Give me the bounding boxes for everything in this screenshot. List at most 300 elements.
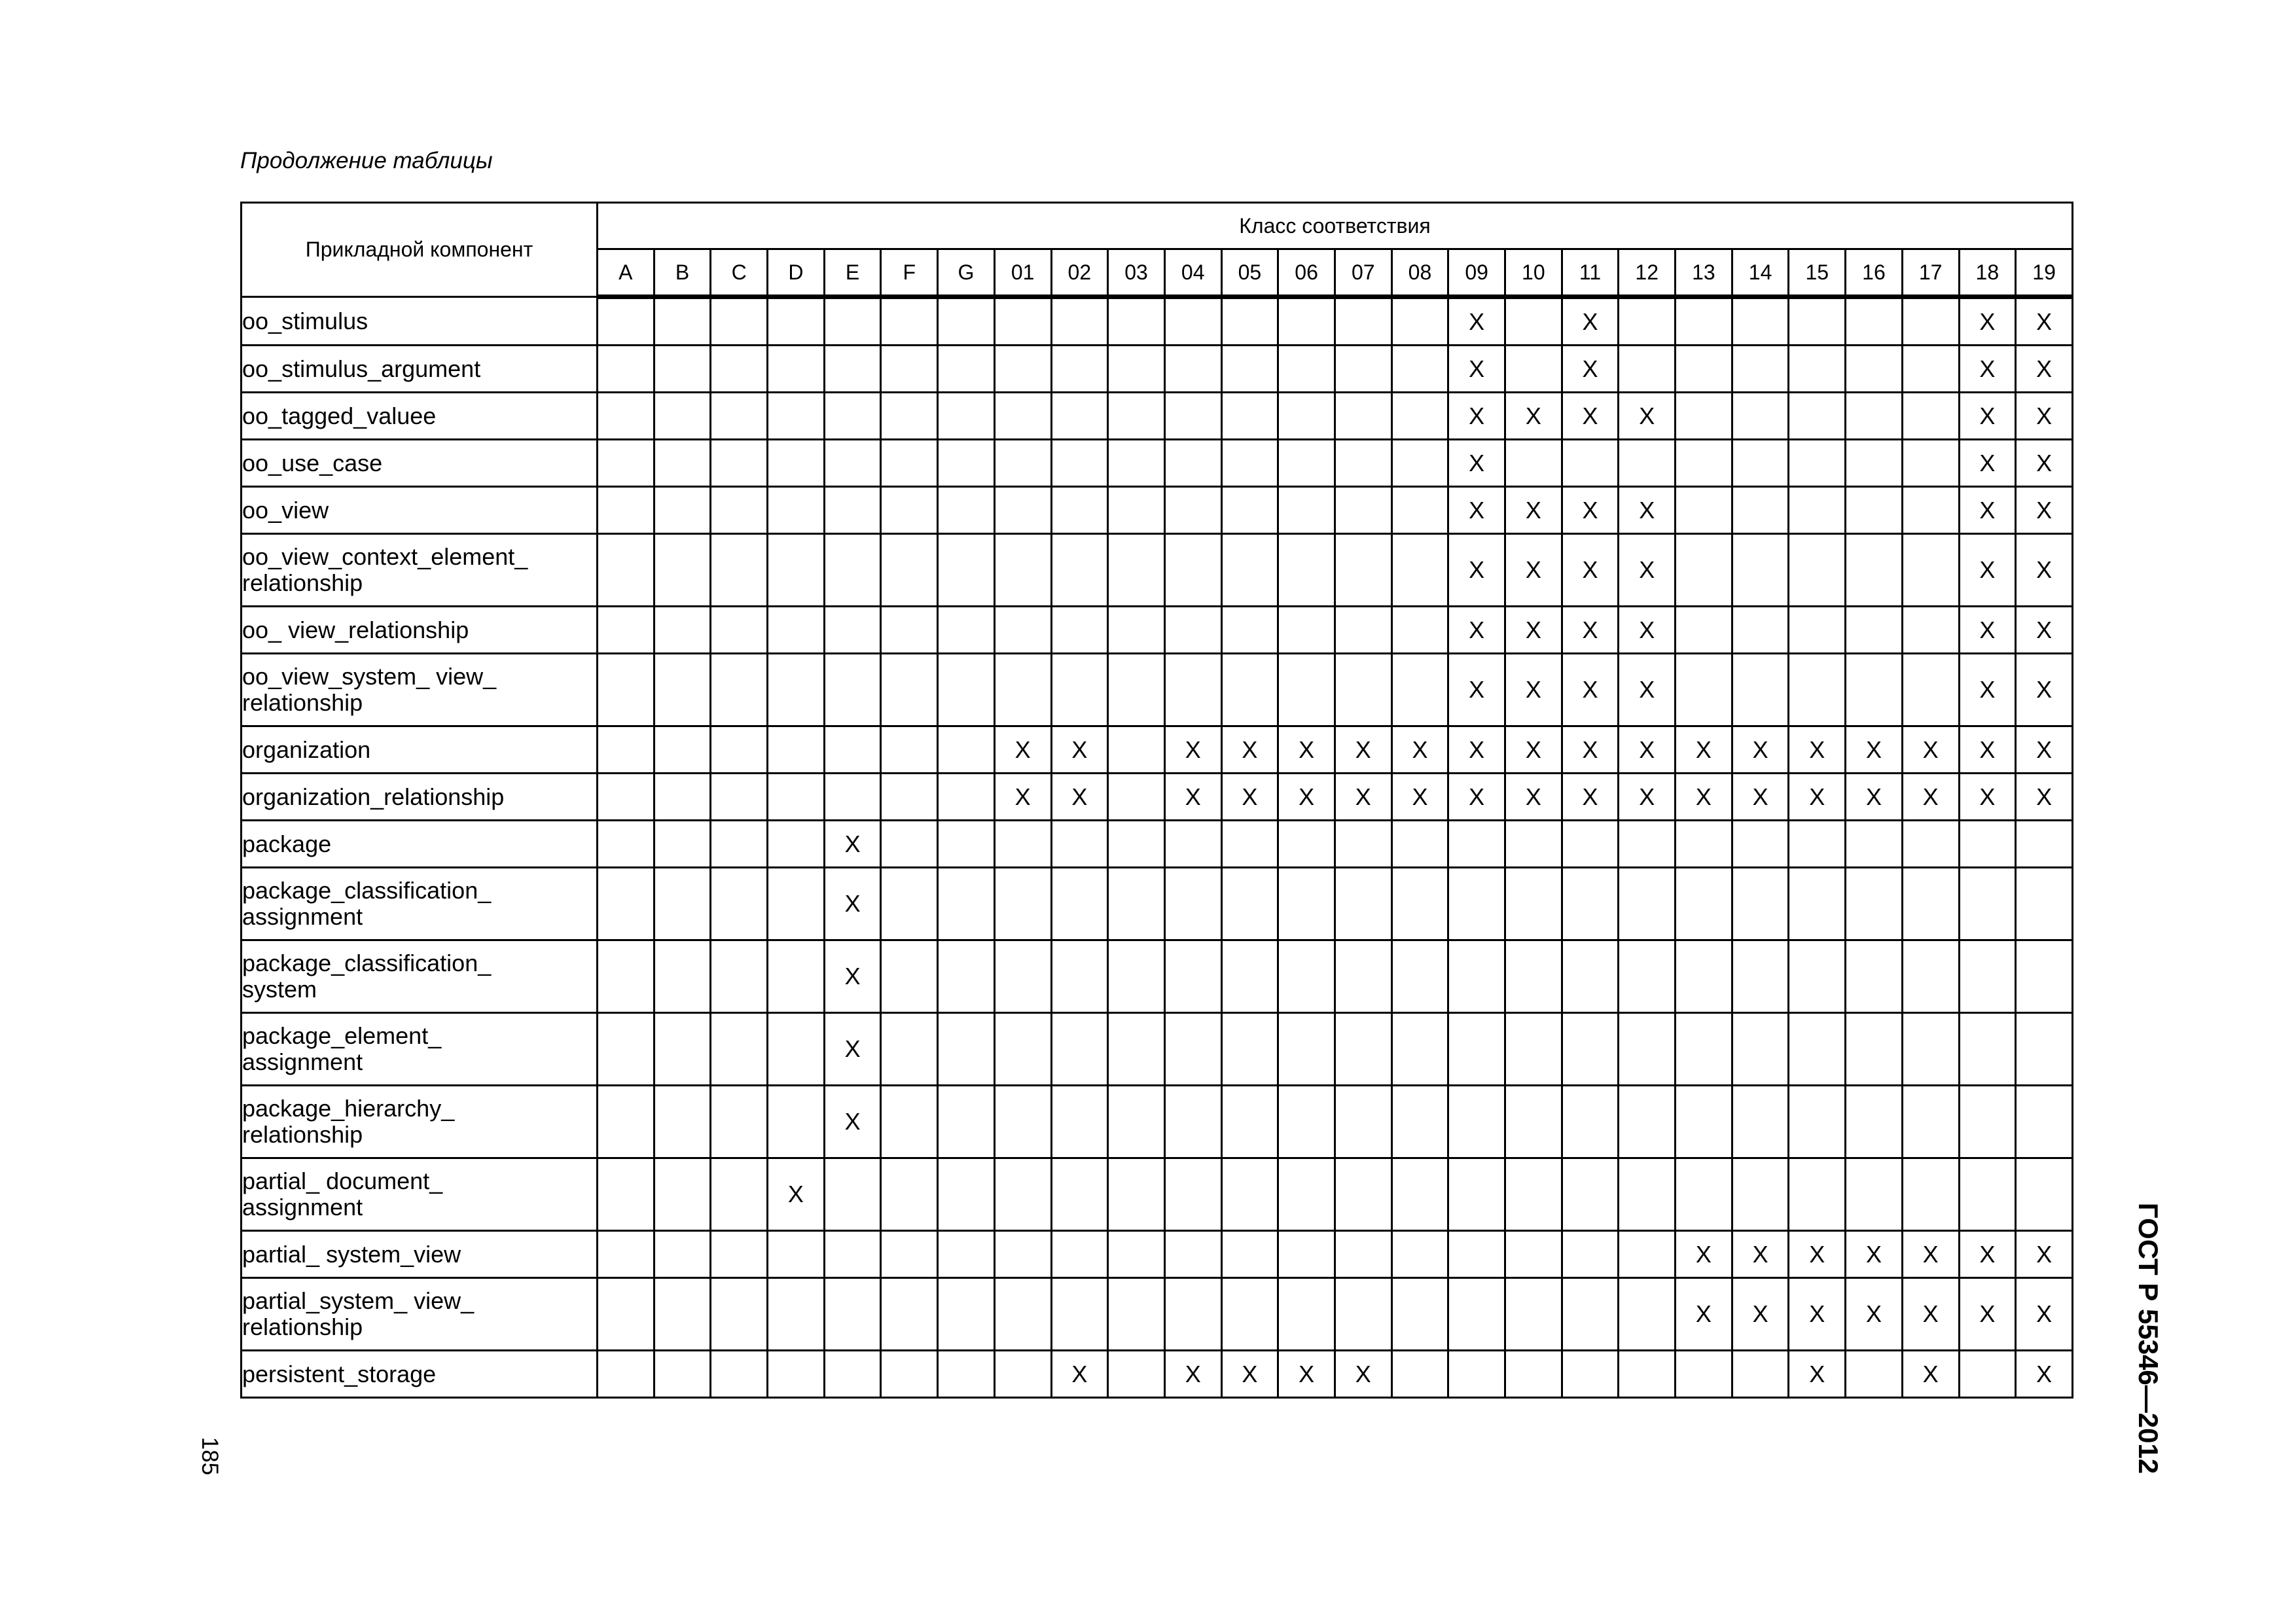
- empty-cell: [1051, 821, 1108, 868]
- empty-cell: [1335, 821, 1391, 868]
- conformance-mark: X: [1959, 726, 2016, 774]
- empty-cell: [1335, 607, 1391, 654]
- empty-cell: [768, 1086, 825, 1158]
- empty-cell: [994, 607, 1051, 654]
- column-header: 15: [1789, 249, 1846, 297]
- empty-cell: [1108, 607, 1165, 654]
- empty-cell: [1278, 1086, 1335, 1158]
- empty-cell: [938, 821, 995, 868]
- empty-cell: [711, 346, 768, 393]
- empty-cell: [994, 940, 1051, 1013]
- conformance-mark: X: [1278, 1351, 1335, 1398]
- empty-cell: [1108, 440, 1165, 487]
- column-header: 02: [1051, 249, 1108, 297]
- empty-cell: [1391, 654, 1448, 726]
- empty-cell: [824, 1158, 881, 1231]
- conformance-mark: X: [1732, 1278, 1789, 1351]
- empty-cell: [1051, 1013, 1108, 1086]
- empty-cell: [1562, 440, 1619, 487]
- empty-cell: [1164, 940, 1221, 1013]
- empty-cell: [1676, 1086, 1732, 1158]
- empty-cell: [824, 1351, 881, 1398]
- empty-cell: [1676, 346, 1732, 393]
- conformance-mark: X: [1391, 774, 1448, 821]
- table-row: [242, 726, 2073, 774]
- empty-cell: [654, 346, 711, 393]
- empty-cell: [994, 868, 1051, 940]
- empty-cell: [938, 774, 995, 821]
- component-name: oo_ view_relationship: [242, 607, 598, 654]
- empty-cell: [654, 726, 711, 774]
- empty-cell: [1846, 1013, 1903, 1086]
- empty-cell: [1278, 346, 1335, 393]
- empty-cell: [654, 393, 711, 440]
- column-header: A: [598, 249, 655, 297]
- empty-cell: [1391, 940, 1448, 1013]
- empty-cell: [1619, 346, 1676, 393]
- empty-cell: [598, 868, 655, 940]
- empty-cell: [1221, 607, 1278, 654]
- empty-cell: [881, 1086, 938, 1158]
- conformance-mark: X: [1448, 297, 1505, 346]
- conformance-mark: X: [1619, 393, 1676, 440]
- column-header: 05: [1221, 249, 1278, 297]
- conformance-mark: X: [1959, 440, 2016, 487]
- conformance-mark: X: [1505, 654, 1562, 726]
- empty-cell: [654, 1231, 711, 1278]
- empty-cell: [2016, 821, 2073, 868]
- empty-cell: [598, 393, 655, 440]
- component-name: persistent_storage: [242, 1351, 598, 1398]
- empty-cell: [1676, 940, 1732, 1013]
- conformance-mark: X: [1505, 534, 1562, 607]
- empty-cell: [1732, 1351, 1789, 1398]
- empty-cell: [1051, 393, 1108, 440]
- empty-cell: [1505, 1278, 1562, 1351]
- empty-cell: [654, 940, 711, 1013]
- empty-cell: [2016, 1086, 2073, 1158]
- empty-cell: [1448, 1231, 1505, 1278]
- conformance-mark: X: [1902, 726, 1959, 774]
- empty-cell: [1221, 868, 1278, 940]
- empty-cell: [1562, 1278, 1619, 1351]
- empty-cell: [654, 1351, 711, 1398]
- empty-cell: [1676, 440, 1732, 487]
- empty-cell: [1335, 346, 1391, 393]
- page-number-box: [196, 1433, 223, 1479]
- conformance-mark: X: [2016, 297, 2073, 346]
- empty-cell: [598, 1158, 655, 1231]
- conformance-mark: X: [994, 774, 1051, 821]
- empty-cell: [881, 654, 938, 726]
- empty-cell: [824, 487, 881, 534]
- empty-cell: [824, 774, 881, 821]
- empty-cell: [1959, 1013, 2016, 1086]
- empty-cell: [1732, 297, 1789, 346]
- empty-cell: [1732, 940, 1789, 1013]
- empty-cell: [1959, 1158, 2016, 1231]
- component-name: partial_system_ view_ relationship: [242, 1278, 598, 1351]
- empty-cell: [1278, 940, 1335, 1013]
- empty-cell: [1676, 1013, 1732, 1086]
- empty-cell: [824, 654, 881, 726]
- table-row: [242, 346, 2073, 393]
- empty-cell: [711, 726, 768, 774]
- empty-cell: [881, 1158, 938, 1231]
- column-header: 12: [1619, 249, 1676, 297]
- column-header: G: [938, 249, 995, 297]
- empty-cell: [1732, 868, 1789, 940]
- conformance-mark: X: [1619, 534, 1676, 607]
- empty-cell: [1448, 821, 1505, 868]
- empty-cell: [598, 1086, 655, 1158]
- empty-cell: [711, 440, 768, 487]
- empty-cell: [1619, 868, 1676, 940]
- empty-cell: [1619, 1158, 1676, 1231]
- empty-cell: [1278, 487, 1335, 534]
- empty-cell: [1959, 1086, 2016, 1158]
- conformance-mark: X: [1789, 774, 1846, 821]
- empty-cell: [768, 654, 825, 726]
- empty-cell: [1391, 607, 1448, 654]
- empty-cell: [1902, 393, 1959, 440]
- empty-cell: [1164, 1158, 1221, 1231]
- conformance-mark: X: [1902, 774, 1959, 821]
- empty-cell: [881, 487, 938, 534]
- conformance-mark: X: [1619, 774, 1676, 821]
- empty-cell: [1789, 1086, 1846, 1158]
- empty-cell: [711, 940, 768, 1013]
- empty-cell: [824, 1278, 881, 1351]
- empty-cell: [768, 774, 825, 821]
- empty-cell: [1221, 821, 1278, 868]
- empty-cell: [1335, 297, 1391, 346]
- table-caption: Продолжение таблицы: [240, 148, 493, 173]
- conformance-mark: X: [1448, 487, 1505, 534]
- empty-cell: [1335, 1086, 1391, 1158]
- empty-cell: [1221, 654, 1278, 726]
- empty-cell: [1562, 1013, 1619, 1086]
- conformance-mark: X: [1448, 607, 1505, 654]
- conformance-mark: X: [1619, 487, 1676, 534]
- empty-cell: [654, 534, 711, 607]
- empty-cell: [1108, 534, 1165, 607]
- empty-cell: [711, 1278, 768, 1351]
- empty-cell: [598, 1351, 655, 1398]
- component-name: package_classification_ assignment: [242, 868, 598, 940]
- empty-cell: [1846, 868, 1903, 940]
- component-name: oo_tagged_valuee: [242, 393, 598, 440]
- empty-cell: [1902, 346, 1959, 393]
- column-header: D: [768, 249, 825, 297]
- empty-cell: [1278, 654, 1335, 726]
- conformance-mark: X: [768, 1158, 825, 1231]
- empty-cell: [654, 440, 711, 487]
- empty-cell: [1051, 1086, 1108, 1158]
- empty-cell: [938, 1351, 995, 1398]
- empty-cell: [654, 1278, 711, 1351]
- empty-cell: [1108, 654, 1165, 726]
- empty-cell: [1164, 487, 1221, 534]
- column-header: 10: [1505, 249, 1562, 297]
- empty-cell: [1448, 1086, 1505, 1158]
- empty-cell: [1335, 534, 1391, 607]
- empty-cell: [1846, 297, 1903, 346]
- empty-cell: [1959, 868, 2016, 940]
- column-header: 13: [1676, 249, 1732, 297]
- empty-cell: [1959, 1351, 2016, 1398]
- conformance-mark: X: [1959, 654, 2016, 726]
- empty-cell: [938, 1231, 995, 1278]
- component-name: package: [242, 821, 598, 868]
- empty-cell: [1902, 297, 1959, 346]
- empty-cell: [1108, 393, 1165, 440]
- empty-cell: [654, 868, 711, 940]
- empty-cell: [1619, 440, 1676, 487]
- empty-cell: [598, 440, 655, 487]
- component-name: package_classification_ system: [242, 940, 598, 1013]
- conformance-mark: X: [1562, 487, 1619, 534]
- conformance-mark: X: [1732, 774, 1789, 821]
- empty-cell: [1108, 1086, 1165, 1158]
- conformance-mark: X: [1562, 607, 1619, 654]
- empty-cell: [1051, 487, 1108, 534]
- conformance-mark: X: [1619, 607, 1676, 654]
- conformance-mark: X: [1619, 654, 1676, 726]
- conformance-mark: X: [1959, 534, 2016, 607]
- conformance-mark: X: [1562, 774, 1619, 821]
- empty-cell: [938, 393, 995, 440]
- empty-cell: [1221, 534, 1278, 607]
- empty-cell: [598, 487, 655, 534]
- empty-cell: [1278, 1278, 1335, 1351]
- empty-cell: [881, 346, 938, 393]
- empty-cell: [1505, 297, 1562, 346]
- empty-cell: [1051, 440, 1108, 487]
- table-row: [242, 487, 2073, 534]
- empty-cell: [711, 1351, 768, 1398]
- conformance-mark: X: [824, 1013, 881, 1086]
- conformance-mark: X: [1562, 654, 1619, 726]
- empty-cell: [994, 534, 1051, 607]
- empty-cell: [1902, 440, 1959, 487]
- empty-cell: [1108, 297, 1165, 346]
- conformance-mark: X: [1391, 726, 1448, 774]
- empty-cell: [824, 346, 881, 393]
- conformance-mark: X: [1448, 774, 1505, 821]
- empty-cell: [824, 534, 881, 607]
- empty-cell: [1108, 774, 1165, 821]
- component-name: oo_view_system_ view_ relationship: [242, 654, 598, 726]
- empty-cell: [1448, 868, 1505, 940]
- empty-cell: [1846, 346, 1903, 393]
- empty-cell: [1732, 534, 1789, 607]
- empty-cell: [1448, 1351, 1505, 1398]
- standard-label: ГОСТ Р 55346—2012: [2133, 1202, 2164, 1474]
- empty-cell: [1164, 346, 1221, 393]
- empty-cell: [1846, 654, 1903, 726]
- empty-cell: [824, 393, 881, 440]
- conformance-mark: X: [2016, 1231, 2073, 1278]
- empty-cell: [938, 1158, 995, 1231]
- conformance-mark: X: [1221, 1351, 1278, 1398]
- empty-cell: [881, 821, 938, 868]
- empty-cell: [711, 1158, 768, 1231]
- conformance-mark: X: [2016, 774, 2073, 821]
- empty-cell: [598, 297, 655, 346]
- table-row: [242, 393, 2073, 440]
- empty-cell: [1051, 297, 1108, 346]
- empty-cell: [1108, 1158, 1165, 1231]
- empty-cell: [1221, 440, 1278, 487]
- empty-cell: [1619, 1086, 1676, 1158]
- empty-cell: [1391, 821, 1448, 868]
- empty-cell: [768, 440, 825, 487]
- column-header: 09: [1448, 249, 1505, 297]
- empty-cell: [1789, 1158, 1846, 1231]
- empty-cell: [711, 534, 768, 607]
- empty-cell: [1562, 1086, 1619, 1158]
- empty-cell: [1505, 1013, 1562, 1086]
- conformance-mark: X: [1789, 1351, 1846, 1398]
- empty-cell: [598, 654, 655, 726]
- empty-cell: [654, 774, 711, 821]
- empty-cell: [1676, 297, 1732, 346]
- conformance-mark: X: [1959, 1231, 2016, 1278]
- conformance-mark: X: [1732, 1231, 1789, 1278]
- empty-cell: [994, 1086, 1051, 1158]
- empty-cell: [1732, 1086, 1789, 1158]
- empty-cell: [1391, 1351, 1448, 1398]
- column-header: 07: [1335, 249, 1391, 297]
- empty-cell: [938, 1278, 995, 1351]
- empty-cell: [1221, 487, 1278, 534]
- empty-cell: [881, 868, 938, 940]
- empty-cell: [1959, 940, 2016, 1013]
- conformance-mark: X: [1562, 346, 1619, 393]
- empty-cell: [1505, 868, 1562, 940]
- column-header: 03: [1108, 249, 1165, 297]
- conformance-mark: X: [2016, 726, 2073, 774]
- empty-cell: [994, 821, 1051, 868]
- empty-cell: [1846, 534, 1903, 607]
- conformance-mark: X: [1164, 774, 1221, 821]
- conformance-mark: X: [1505, 774, 1562, 821]
- conformance-mark: X: [1278, 726, 1335, 774]
- conformance-mark: X: [1789, 1231, 1846, 1278]
- empty-cell: [994, 393, 1051, 440]
- empty-cell: [1902, 534, 1959, 607]
- conformance-mark: X: [1846, 1278, 1903, 1351]
- column-header: 17: [1902, 249, 1959, 297]
- empty-cell: [1789, 393, 1846, 440]
- component-name: oo_stimulus_argument: [242, 346, 598, 393]
- empty-cell: [768, 534, 825, 607]
- conformance-mark: X: [1448, 440, 1505, 487]
- empty-cell: [598, 1278, 655, 1351]
- empty-cell: [1789, 868, 1846, 940]
- empty-cell: [711, 821, 768, 868]
- conformance-mark: X: [1676, 1278, 1732, 1351]
- empty-cell: [994, 1158, 1051, 1231]
- empty-cell: [1164, 1013, 1221, 1086]
- empty-cell: [1335, 1158, 1391, 1231]
- empty-cell: [1448, 1278, 1505, 1351]
- empty-cell: [1164, 607, 1221, 654]
- empty-cell: [1448, 940, 1505, 1013]
- empty-cell: [1902, 654, 1959, 726]
- conformance-mark: X: [1732, 726, 1789, 774]
- empty-cell: [994, 1013, 1051, 1086]
- conformance-mark: X: [994, 726, 1051, 774]
- empty-cell: [1505, 1231, 1562, 1278]
- empty-cell: [938, 440, 995, 487]
- empty-cell: [1278, 440, 1335, 487]
- empty-cell: [1164, 297, 1221, 346]
- empty-cell: [1391, 346, 1448, 393]
- empty-cell: [1789, 440, 1846, 487]
- empty-cell: [1846, 607, 1903, 654]
- empty-cell: [938, 868, 995, 940]
- empty-cell: [994, 654, 1051, 726]
- page-number: 185: [197, 1436, 223, 1476]
- empty-cell: [1221, 1278, 1278, 1351]
- empty-cell: [1108, 487, 1165, 534]
- empty-cell: [768, 487, 825, 534]
- conformance-mark: X: [1562, 534, 1619, 607]
- empty-cell: [1335, 868, 1391, 940]
- class-header: Класс соответствия: [598, 203, 2073, 249]
- empty-cell: [598, 940, 655, 1013]
- empty-cell: [1619, 940, 1676, 1013]
- empty-cell: [1902, 821, 1959, 868]
- empty-cell: [1335, 1013, 1391, 1086]
- conformance-mark: X: [1959, 487, 2016, 534]
- empty-cell: [1505, 1351, 1562, 1398]
- empty-cell: [1846, 487, 1903, 534]
- column-header: C: [711, 249, 768, 297]
- empty-cell: [1505, 1086, 1562, 1158]
- conformance-mark: X: [2016, 346, 2073, 393]
- conformance-mark: X: [2016, 440, 2073, 487]
- empty-cell: [1221, 1158, 1278, 1231]
- empty-cell: [1221, 346, 1278, 393]
- empty-cell: [1676, 487, 1732, 534]
- empty-cell: [1846, 1351, 1903, 1398]
- table-row: [242, 1351, 2073, 1398]
- empty-cell: [1051, 940, 1108, 1013]
- empty-cell: [1108, 940, 1165, 1013]
- empty-cell: [598, 346, 655, 393]
- conformance-mark: X: [824, 940, 881, 1013]
- empty-cell: [711, 1231, 768, 1278]
- conformance-mark: X: [2016, 487, 2073, 534]
- conformance-table: [240, 202, 2073, 1399]
- empty-cell: [994, 346, 1051, 393]
- empty-cell: [1959, 821, 2016, 868]
- empty-cell: [1221, 1086, 1278, 1158]
- component-name: package_hierarchy_ relationship: [242, 1086, 598, 1158]
- empty-cell: [711, 1013, 768, 1086]
- empty-cell: [1676, 868, 1732, 940]
- empty-cell: [768, 346, 825, 393]
- empty-cell: [598, 821, 655, 868]
- column-header: 08: [1391, 249, 1448, 297]
- conformance-mark: X: [1051, 1351, 1108, 1398]
- empty-cell: [1335, 487, 1391, 534]
- component-name: organization_relationship: [242, 774, 598, 821]
- conformance-mark: X: [1789, 726, 1846, 774]
